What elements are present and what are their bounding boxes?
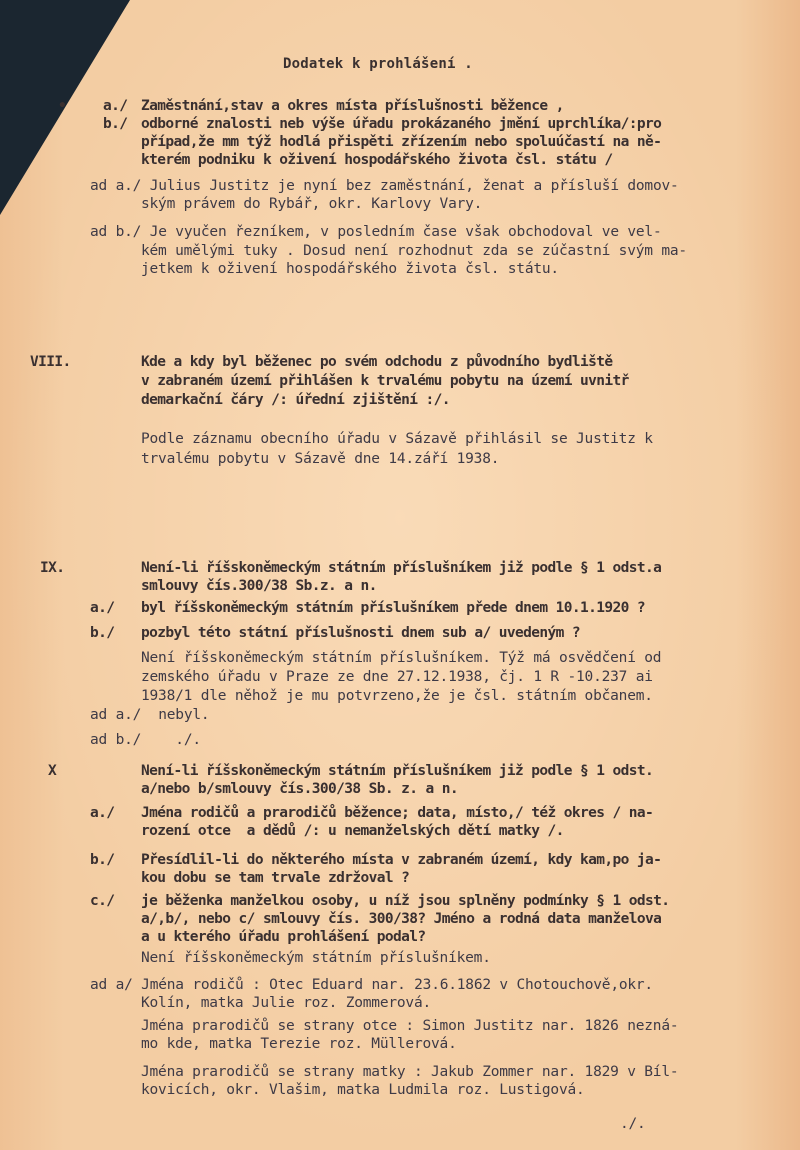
answer-ix-ad-a: ad a./ nebyl. <box>90 707 210 723</box>
section-number-x: X <box>48 763 57 779</box>
question-ix-b-text: pozbyl této státní příslušnosti dnem sub a/ uvedeným ? <box>141 625 581 641</box>
question-viii-line-1: Kde a kdy byl běženec po svém odchodu z původního bydliště <box>141 354 613 370</box>
question-x-b-line-2: kou dobu se tam trvale zdržoval ? <box>141 870 410 886</box>
answer-b-line-2: kém umělými tuky . Dosud není rozhodnut zda se zúčastní svým ma- <box>141 243 687 259</box>
maternal-grandparents-line-1: Jména prarodičů se strany matky : Jakub Zommer nar. 1829 v Bíl- <box>141 1064 679 1080</box>
question-b-line-1: odborné znalosti neb výše úřadu prokázaného jmění uprchlíka/:pro <box>141 116 662 132</box>
document-title: Dodatek k prohlášení . <box>283 56 473 72</box>
question-a-mark: a./ <box>103 98 128 114</box>
question-x-a-mark: a./ <box>90 805 115 821</box>
question-ix-a-mark: a./ <box>90 600 115 616</box>
question-ix-b-mark: b./ <box>90 625 115 641</box>
section-number-viii: VIII. <box>30 354 71 370</box>
question-x-b-line-1: Přesídlil-li do některého místa v zabraném území, kdy kam,po ja- <box>141 852 662 868</box>
question-viii-line-2: v zabraném území přihlášen k trvalému pobytu na území uvnitř <box>141 373 629 389</box>
question-x-line-1: Není-li říšskoněmeckým státním příslušníkem již podle § 1 odst. <box>141 763 654 779</box>
answer-viii-line-1: Podle záznamu obecního úřadu v Sázavě přihlásil se Justitz k <box>141 431 653 447</box>
answer-b-line-3: jetkem k oživení hospodářského života čsl. státu. <box>141 261 559 277</box>
answer-b-line-1: ad b./ Je vyučen řezníkem, v posledním čase však obchodoval ve vel- <box>90 224 662 240</box>
question-x-a-line-1: Jména rodičů a prarodičů běžence; data, místo,/ též okres / na- <box>141 805 654 821</box>
question-x-b-mark: b./ <box>90 852 115 868</box>
question-b-line-3: kterém podniku k oživení hospodářského života čsl. státu / <box>141 152 613 168</box>
answer-a-line-2: ským právem do Rybář, okr. Karlovy Vary. <box>141 196 483 212</box>
question-x-line-2: a/nebo b/smlouvy čís.300/38 Sb. z. a n. <box>141 781 459 797</box>
answer-x-line-1: Není říšskoněmeckým státním příslušníkem. <box>141 950 491 966</box>
question-viii-line-3: demarkační čáry /: úřední zjištění :/. <box>141 392 450 408</box>
question-b-mark: b./ <box>103 116 128 132</box>
question-ix-line-1: Není-li říšskoněmeckým státním příslušníkem již podle § 1 odst.a <box>141 560 662 576</box>
question-x-c-line-1: je běženka manželkou osoby, u níž jsou splněny podmínky § 1 odst. <box>141 893 670 909</box>
question-x-c-mark: c./ <box>90 893 115 909</box>
answer-ix-line-2: zemského úřadu v Praze ze dne 27.12.1938, čj. 1 R -10.237 ai <box>141 669 653 685</box>
answer-ix-ad-b: ad b./ ./. <box>90 732 201 748</box>
answer-x-ad-a-line-2: Kolín, matka Julie roz. Zommerová. <box>141 995 432 1011</box>
answer-ix-line-1: Není říšskoněmeckým státním příslušníkem. Týž má osvědčení od <box>141 650 662 666</box>
paternal-grandparents-line-1: Jména prarodičů se strany otce : Simon Justitz nar. 1826 nezná- <box>141 1018 679 1034</box>
question-x-c-line-2: a/,b/, nebo c/ smlouvy čís. 300/38? Jméno a rodná data manželova <box>141 911 662 927</box>
section-number-ix: IX. <box>40 560 65 576</box>
question-a-text: Zaměstnání,stav a okres místa příslušnosti běžence , <box>141 98 564 114</box>
question-ix-line-2: smlouvy čís.300/38 Sb.z. a n. <box>141 578 377 594</box>
paternal-grandparents-line-2: mo kde, matka Terezie roz. Müllerová. <box>141 1036 457 1052</box>
answer-ix-line-3: 1938/1 dle něhož je mu potvrzeno,že je čsl. státním občanem. <box>141 688 653 704</box>
question-b-line-2: případ,že mm týž hodlá přispěti zřízením nebo spoluúčastí na ně- <box>141 134 662 150</box>
answer-viii-line-2: trvalému pobytu v Sázavě dne 14.září 1938. <box>141 451 500 467</box>
continuation-mark: ./. <box>620 1116 646 1132</box>
answer-x-ad-a-line-1: ad a/ Jména rodičů : Otec Eduard nar. 23.6.1862 v Chotouchově,okr. <box>90 977 653 993</box>
question-ix-a-text: byl říšskoněmeckým státním příslušníkem přede dnem 10.1.1920 ? <box>141 600 646 616</box>
answer-a-line-1: ad a./ Julius Justitz je nyní bez zaměstnání, ženat a přísluší domov- <box>90 178 679 194</box>
question-x-c-line-3: a u kterého úřadu prohlášení podal? <box>141 929 426 945</box>
section-bullet: • <box>58 98 67 114</box>
question-x-a-line-2: rození otce a dědů /: u nemanželských dětí matky /. <box>141 823 564 839</box>
maternal-grandparents-line-2: kovicích, okr. Vlašim, matka Ludmila roz. Lustigová. <box>141 1082 585 1098</box>
